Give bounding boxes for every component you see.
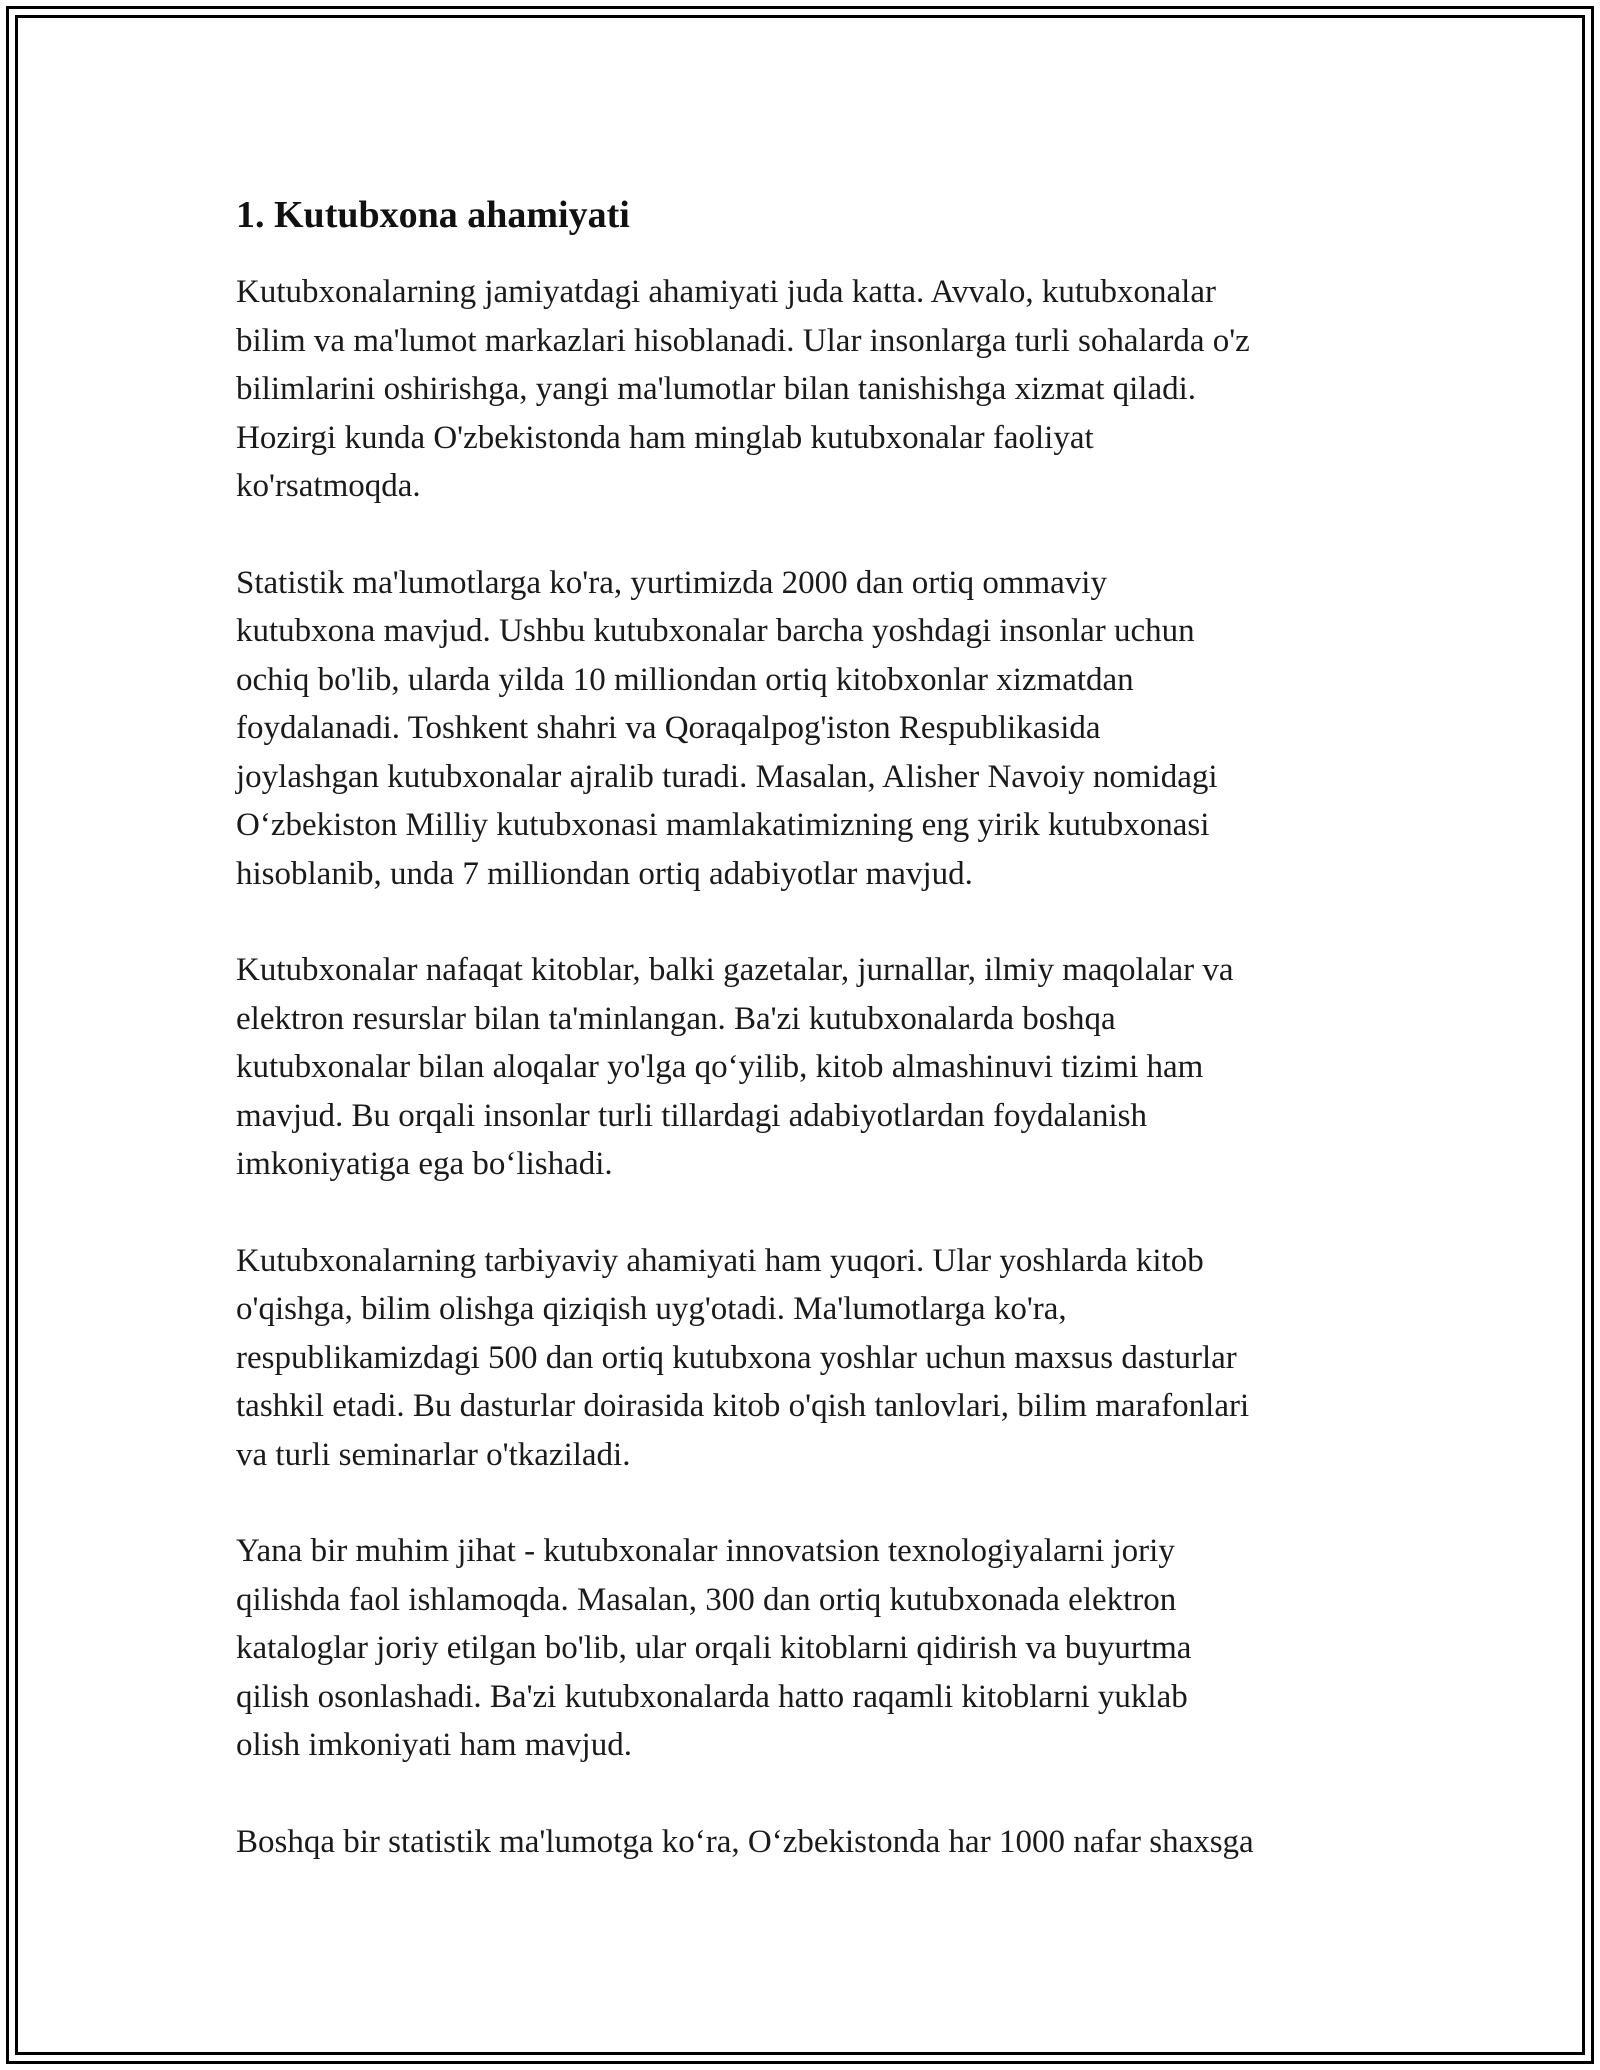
- text-line: tashkil etadi. Bu dasturlar doirasida kitob o'qish tanlovlari, bilim marafonlari: [236, 1388, 1250, 1424]
- paragraph-1: [236, 268, 1376, 511]
- text-line: respublikamizdagi 500 dan ortiq kutubxona yoshlar uchun maxsus dasturlar: [236, 1339, 1237, 1376]
- text-line: Kutubxonalarning jamiyatdagi ahamiyati juda katta. Avvalo, kutubxonalar: [236, 274, 1216, 310]
- text-line: elektron resurslar bilan ta'minlangan. Ba'zi kutubxonalarda boshqa: [236, 1000, 1116, 1037]
- paragraph-3: [236, 946, 1376, 1189]
- text-line: bilimlarini oshirishga, yangi ma'lumotlar bilan tanishishga xizmat qiladi.: [236, 371, 1197, 407]
- text-line: imkoniyatiga ega bo‘lishadi.: [236, 1146, 613, 1182]
- text-line: va turli seminarlar o'tkaziladi.: [236, 1436, 631, 1473]
- text-line: joylashgan kutubxonalar ajralib turadi. Masalan, Alisher Navoiy nomidagi: [236, 758, 1218, 795]
- text-line: Statistik ma'lumotlarga ko'ra, yurtimizda 2000 dan ortiq ommaviy: [236, 564, 1107, 601]
- text-line: Hozirgi kunda O'zbekistonda ham minglab kutubxonalar faoliyat: [236, 419, 1094, 456]
- text-line: Kutubxonalarning tarbiyaviy ahamiyati ham yuqori. Ular yoshlarda kitob: [236, 1242, 1204, 1279]
- paragraph-5: [236, 1527, 1376, 1770]
- text-line: mavjud. Bu orqali insonlar turli tillardagi adabiyotlardan foydalanish: [236, 1097, 1147, 1134]
- text-line: O‘zbekiston Milliy kutubxonasi mamlakatimizning eng yirik kutubxonasi: [236, 807, 1210, 843]
- text-line: olish imkoniyati ham mavjud.: [236, 1727, 632, 1763]
- paragraph-4: [236, 1237, 1376, 1480]
- text-line: foydalanadi. Toshkent shahri va Qoraqalpog'iston Respublikasida: [236, 710, 1101, 746]
- text-line: ochiq bo'lib, ularda yilda 10 milliondan ortiq kitobxonlar xizmatdan: [236, 661, 1134, 698]
- document-body: [236, 185, 1376, 1914]
- text-line: qilish osonlashadi. Ba'zi kutubxonalarda hatto raqamli kitoblarni yuklab: [236, 1678, 1188, 1715]
- text-line: kutubxona mavjud. Ushbu kutubxonalar barcha yoshdagi insonlar uchun: [236, 613, 1195, 649]
- paragraph-6: [236, 1818, 1376, 1867]
- text-line: kutubxonalar bilan aloqalar yo'lga qo‘yilib, kitob almashinuvi tizimi ham: [236, 1049, 1204, 1085]
- text-line: kataloglar joriy etilgan bo'lib, ular orqali kitoblarni qidirish va buyurtma: [236, 1630, 1192, 1666]
- text-line: Kutubxonalar nafaqat kitoblar, balki gazetalar, jurnallar, ilmiy maqolalar va: [236, 952, 1234, 988]
- text-line: bilim va ma'lumot markazlari hisoblanadi. Ular insonlarga turli sohalarda o'z: [236, 322, 1250, 359]
- paragraph-2: [236, 559, 1376, 899]
- text-line: hisoblanib, unda 7 milliondan ortiq adabiyotlar mavjud.: [236, 855, 973, 892]
- text-line: Boshqa bir statistik ma'lumotga ko‘ra, O‘zbekistonda har 1000 nafar shaxsga: [236, 1823, 1254, 1860]
- text-line: qilishda faol ishlamoqda. Masalan, 300 dan ortiq kutubxonada elektron: [236, 1581, 1177, 1618]
- text-line: Yana bir muhim jihat - kutubxonalar innovatsion texnologiyalarni joriy: [236, 1533, 1175, 1569]
- text-line: o'qishga, bilim olishga qiziqish uyg'otadi. Ma'lumotlarga ko'ra,: [236, 1291, 1067, 1327]
- section-heading: 1. Kutubxona ahamiyati: [236, 194, 630, 236]
- text-line: ko'rsatmoqda.: [236, 468, 421, 504]
